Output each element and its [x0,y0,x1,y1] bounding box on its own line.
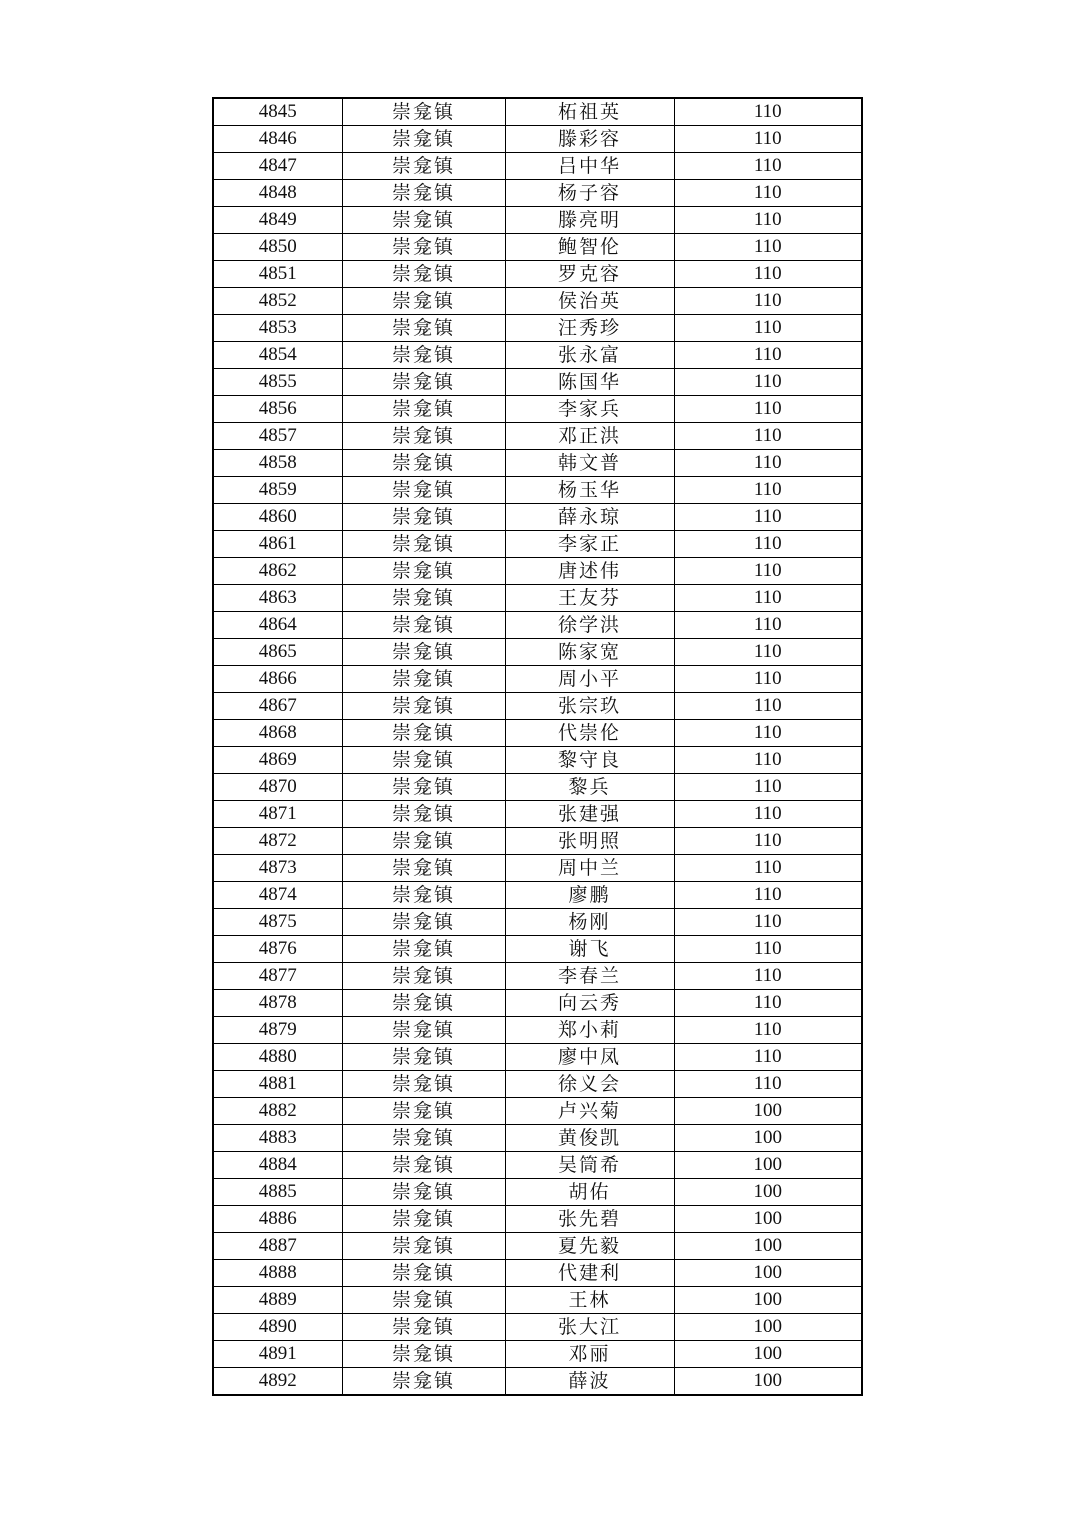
row-number-cell: 4849 [213,207,342,234]
table-row [213,882,862,909]
amount-cell: 100 [674,1098,862,1125]
town-cell: 崇龛镇 [342,936,505,963]
person-name-cell: 周小平 [505,666,674,693]
person-name-cell: 张先碧 [505,1206,674,1233]
town-cell: 崇龛镇 [342,828,505,855]
town-cell: 崇龛镇 [342,1341,505,1368]
table-row [213,1233,862,1260]
person-name-cell: 杨子容 [505,180,674,207]
town-cell: 崇龛镇 [342,720,505,747]
row-number-cell: 4859 [213,477,342,504]
person-name-cell: 卢兴菊 [505,1098,674,1125]
amount-cell: 110 [674,477,862,504]
row-number-cell: 4877 [213,963,342,990]
person-name-cell: 陈家宽 [505,639,674,666]
person-name-cell: 徐义会 [505,1071,674,1098]
table-row [213,693,862,720]
person-name-cell: 柘祖英 [505,98,674,126]
town-cell: 崇龛镇 [342,369,505,396]
person-name-cell: 王友芬 [505,585,674,612]
table-row [213,639,862,666]
amount-cell: 110 [674,828,862,855]
amount-cell: 110 [674,531,862,558]
amount-cell: 110 [674,504,862,531]
town-cell: 崇龛镇 [342,234,505,261]
town-cell: 崇龛镇 [342,1152,505,1179]
table-row [213,207,862,234]
row-number-cell: 4867 [213,693,342,720]
table-row [213,1314,862,1341]
town-cell: 崇龛镇 [342,882,505,909]
amount-cell: 110 [674,774,862,801]
row-number-cell: 4860 [213,504,342,531]
row-number-cell: 4879 [213,1017,342,1044]
amount-cell: 100 [674,1206,862,1233]
person-name-cell: 张永富 [505,342,674,369]
town-cell: 崇龛镇 [342,909,505,936]
person-name-cell: 向云秀 [505,990,674,1017]
row-number-cell: 4870 [213,774,342,801]
town-cell: 崇龛镇 [342,774,505,801]
town-cell: 崇龛镇 [342,747,505,774]
row-number-cell: 4852 [213,288,342,315]
amount-cell: 100 [674,1152,862,1179]
table-row [213,315,862,342]
table-row [213,396,862,423]
town-cell: 崇龛镇 [342,531,505,558]
table-row [213,1098,862,1125]
person-name-cell: 韩文普 [505,450,674,477]
row-number-cell: 4886 [213,1206,342,1233]
person-name-cell: 张大江 [505,1314,674,1341]
table-row [213,153,862,180]
amount-cell: 110 [674,1071,862,1098]
row-number-cell: 4857 [213,423,342,450]
table-row [213,828,862,855]
table-row [213,1341,862,1368]
town-cell: 崇龛镇 [342,450,505,477]
town-cell: 崇龛镇 [342,1368,505,1396]
person-name-cell: 胡佑 [505,1179,674,1206]
amount-cell: 110 [674,585,862,612]
amount-cell: 110 [674,693,862,720]
amount-cell: 100 [674,1233,862,1260]
table-row [213,450,862,477]
row-number-cell: 4868 [213,720,342,747]
table-row [213,98,862,126]
row-number-cell: 4890 [213,1314,342,1341]
amount-cell: 110 [674,855,862,882]
amount-cell: 110 [674,639,862,666]
row-number-cell: 4888 [213,1260,342,1287]
amount-cell: 110 [674,207,862,234]
table-row [213,720,862,747]
amount-cell: 110 [674,612,862,639]
row-number-cell: 4869 [213,747,342,774]
table-row [213,666,862,693]
person-name-cell: 黎兵 [505,774,674,801]
amount-cell: 100 [674,1260,862,1287]
row-number-cell: 4876 [213,936,342,963]
table-row [213,936,862,963]
table-row [213,1071,862,1098]
table-row [213,1179,862,1206]
person-name-cell: 滕彩容 [505,126,674,153]
person-name-cell: 汪秀珍 [505,315,674,342]
row-number-cell: 4862 [213,558,342,585]
person-name-cell: 鲍智伦 [505,234,674,261]
town-cell: 崇龛镇 [342,126,505,153]
table-row [213,1152,862,1179]
row-number-cell: 4875 [213,909,342,936]
town-cell: 崇龛镇 [342,612,505,639]
table-row [213,801,862,828]
table-row [213,180,862,207]
amount-cell: 110 [674,261,862,288]
table-row [213,234,862,261]
table-row [213,504,862,531]
row-number-cell: 4865 [213,639,342,666]
amount-cell: 100 [674,1314,862,1341]
town-cell: 崇龛镇 [342,1044,505,1071]
amount-cell: 110 [674,315,862,342]
town-cell: 崇龛镇 [342,1260,505,1287]
amount-cell: 110 [674,558,862,585]
person-name-cell: 吴筒希 [505,1152,674,1179]
amount-cell: 110 [674,720,862,747]
amount-cell: 100 [674,1341,862,1368]
amount-cell: 110 [674,342,862,369]
row-number-cell: 4880 [213,1044,342,1071]
table-row [213,1017,862,1044]
amount-cell: 110 [674,153,862,180]
row-number-cell: 4892 [213,1368,342,1396]
row-number-cell: 4872 [213,828,342,855]
person-name-cell: 张建强 [505,801,674,828]
person-name-cell: 廖鹏 [505,882,674,909]
table-row [213,774,862,801]
amount-cell: 110 [674,936,862,963]
person-name-cell: 徐学洪 [505,612,674,639]
table-row [213,369,862,396]
row-number-cell: 4883 [213,1125,342,1152]
row-number-cell: 4848 [213,180,342,207]
person-name-cell: 邓丽 [505,1341,674,1368]
row-number-cell: 4863 [213,585,342,612]
town-cell: 崇龛镇 [342,477,505,504]
table-row [213,1125,862,1152]
row-number-cell: 4854 [213,342,342,369]
town-cell: 崇龛镇 [342,639,505,666]
amount-cell: 110 [674,180,862,207]
row-number-cell: 4858 [213,450,342,477]
row-number-cell: 4856 [213,396,342,423]
town-cell: 崇龛镇 [342,261,505,288]
row-number-cell: 4866 [213,666,342,693]
row-number-cell: 4847 [213,153,342,180]
town-cell: 崇龛镇 [342,1179,505,1206]
row-number-cell: 4861 [213,531,342,558]
person-name-cell: 薛永琼 [505,504,674,531]
table-row [213,288,862,315]
town-cell: 崇龛镇 [342,396,505,423]
table-row [213,855,862,882]
amount-cell: 110 [674,369,862,396]
amount-cell: 100 [674,1368,862,1396]
town-cell: 崇龛镇 [342,1314,505,1341]
row-number-cell: 4874 [213,882,342,909]
amount-cell: 110 [674,126,862,153]
town-cell: 崇龛镇 [342,342,505,369]
person-name-cell: 滕亮明 [505,207,674,234]
table-row [213,531,862,558]
town-cell: 崇龛镇 [342,1125,505,1152]
person-name-cell: 谢飞 [505,936,674,963]
row-number-cell: 4882 [213,1098,342,1125]
row-number-cell: 4884 [213,1152,342,1179]
amount-cell: 110 [674,234,862,261]
table-row [213,342,862,369]
town-cell: 崇龛镇 [342,1098,505,1125]
table-row [213,585,862,612]
amount-cell: 110 [674,666,862,693]
table-row [213,612,862,639]
town-cell: 崇龛镇 [342,153,505,180]
person-name-cell: 罗克容 [505,261,674,288]
town-cell: 崇龛镇 [342,288,505,315]
town-cell: 崇龛镇 [342,207,505,234]
amount-cell: 110 [674,747,862,774]
person-name-cell: 侯治英 [505,288,674,315]
table-row [213,1260,862,1287]
amount-cell: 100 [674,1179,862,1206]
town-cell: 崇龛镇 [342,1206,505,1233]
town-cell: 崇龛镇 [342,1071,505,1098]
table-row [213,990,862,1017]
row-number-cell: 4887 [213,1233,342,1260]
table-row [213,261,862,288]
amount-cell: 110 [674,909,862,936]
town-cell: 崇龛镇 [342,315,505,342]
person-name-cell: 代崇伦 [505,720,674,747]
person-name-cell: 黎守良 [505,747,674,774]
person-name-cell: 陈国华 [505,369,674,396]
town-cell: 崇龛镇 [342,963,505,990]
amount-cell: 110 [674,288,862,315]
row-number-cell: 4891 [213,1341,342,1368]
row-number-cell: 4855 [213,369,342,396]
person-name-cell: 代建利 [505,1260,674,1287]
town-cell: 崇龛镇 [342,1233,505,1260]
row-number-cell: 4881 [213,1071,342,1098]
row-number-cell: 4878 [213,990,342,1017]
person-name-cell: 李家兵 [505,396,674,423]
town-cell: 崇龛镇 [342,693,505,720]
table-row [213,1044,862,1071]
person-name-cell: 李家正 [505,531,674,558]
row-number-cell: 4889 [213,1287,342,1314]
person-name-cell: 杨刚 [505,909,674,936]
town-cell: 崇龛镇 [342,180,505,207]
amount-cell: 110 [674,801,862,828]
person-name-cell: 唐述伟 [505,558,674,585]
amount-cell: 100 [674,1287,862,1314]
table-row [213,1206,862,1233]
person-name-cell: 杨玉华 [505,477,674,504]
table-row [213,747,862,774]
town-cell: 崇龛镇 [342,1017,505,1044]
person-name-cell: 薛波 [505,1368,674,1396]
person-name-cell: 周中兰 [505,855,674,882]
row-number-cell: 4845 [213,98,342,126]
table-row [213,909,862,936]
person-name-cell: 邓正洪 [505,423,674,450]
town-cell: 崇龛镇 [342,585,505,612]
row-number-cell: 4864 [213,612,342,639]
town-cell: 崇龛镇 [342,98,505,126]
person-name-cell: 王林 [505,1287,674,1314]
row-number-cell: 4850 [213,234,342,261]
town-cell: 崇龛镇 [342,504,505,531]
person-name-cell: 张明照 [505,828,674,855]
amount-cell: 110 [674,98,862,126]
row-number-cell: 4853 [213,315,342,342]
table-row [213,558,862,585]
town-cell: 崇龛镇 [342,558,505,585]
town-cell: 崇龛镇 [342,666,505,693]
amount-cell: 100 [674,1125,862,1152]
table-row [213,963,862,990]
town-cell: 崇龛镇 [342,801,505,828]
town-cell: 崇龛镇 [342,423,505,450]
amount-cell: 110 [674,1044,862,1071]
amount-cell: 110 [674,1017,862,1044]
town-cell: 崇龛镇 [342,990,505,1017]
person-name-cell: 李春兰 [505,963,674,990]
table-row [213,477,862,504]
table-row [213,126,862,153]
row-number-cell: 4851 [213,261,342,288]
row-number-cell: 4873 [213,855,342,882]
person-name-cell: 吕中华 [505,153,674,180]
row-number-cell: 4846 [213,126,342,153]
table-row [213,1368,862,1396]
row-number-cell: 4871 [213,801,342,828]
row-number-cell: 4885 [213,1179,342,1206]
amount-cell: 110 [674,450,862,477]
amount-cell: 110 [674,396,862,423]
roster-table [212,97,863,1396]
roster-table-body [213,98,862,1395]
town-cell: 崇龛镇 [342,855,505,882]
town-cell: 崇龛镇 [342,1287,505,1314]
table-row [213,423,862,450]
amount-cell: 110 [674,963,862,990]
person-name-cell: 黄俊凯 [505,1125,674,1152]
table-row [213,1287,862,1314]
amount-cell: 110 [674,423,862,450]
person-name-cell: 郑小莉 [505,1017,674,1044]
person-name-cell: 张宗玖 [505,693,674,720]
amount-cell: 110 [674,882,862,909]
person-name-cell: 廖中凤 [505,1044,674,1071]
amount-cell: 110 [674,990,862,1017]
person-name-cell: 夏先毅 [505,1233,674,1260]
